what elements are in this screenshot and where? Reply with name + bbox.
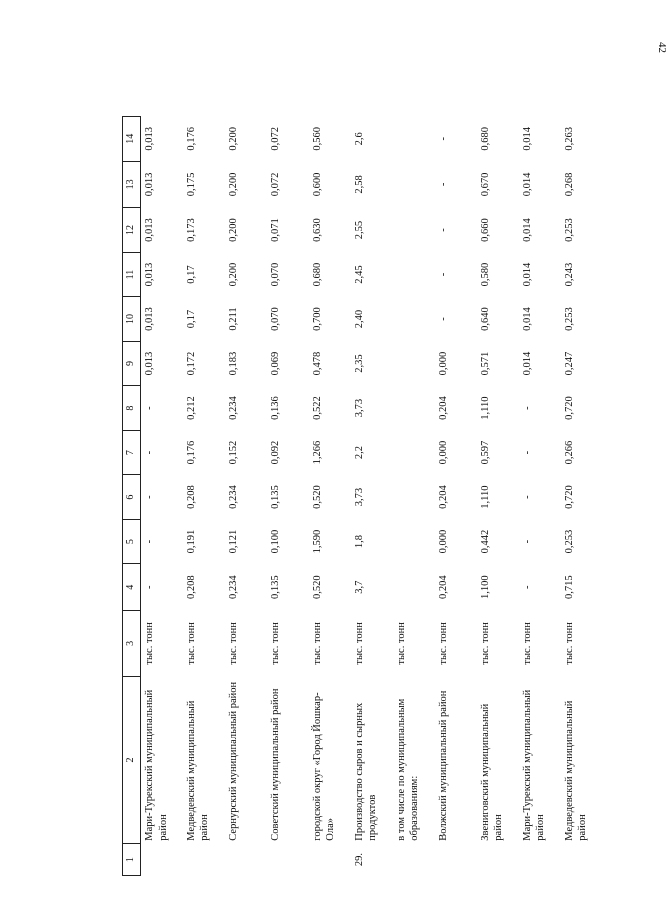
- value-cell: 0,204: [437, 485, 449, 509]
- row-number: [309, 844, 351, 876]
- value-cell: 0,172: [185, 351, 197, 376]
- value-cell: 0,013: [144, 307, 155, 331]
- value-cell: 0,200: [227, 262, 239, 287]
- value-cell: [393, 117, 435, 162]
- value-cell: 0,092: [269, 440, 281, 465]
- value-cell: 0,442: [479, 529, 491, 554]
- row-number: [267, 844, 309, 876]
- value-cell: 2,2: [353, 446, 365, 460]
- value-cell: 0,183: [227, 351, 239, 376]
- value-cell: -: [521, 539, 533, 544]
- value-cell: 0,208: [185, 575, 197, 599]
- row-number: [141, 844, 183, 876]
- table-row: [183, 117, 225, 876]
- row-unit: тыс. тонн: [521, 622, 533, 665]
- value-cell: 0,071: [269, 218, 281, 242]
- table-row: [141, 117, 183, 876]
- value-cell: [393, 252, 435, 297]
- value-cell: 0,204: [437, 396, 449, 420]
- column-header: 9: [123, 341, 141, 386]
- rotated-page-content: [122, 116, 589, 876]
- row-name: Мари-Турекский муниципальный район: [521, 689, 547, 841]
- row-number: [435, 844, 477, 876]
- value-cell: 0,100: [269, 529, 281, 554]
- value-cell: 0,630: [311, 218, 323, 242]
- value-cell: 1,266: [311, 440, 323, 465]
- value-cell: 0,266: [563, 440, 575, 465]
- value-cell: 0,013: [144, 172, 155, 197]
- row-number: [393, 844, 435, 876]
- value-cell: 0,014: [521, 351, 533, 376]
- row-number: [519, 844, 561, 876]
- table-row: [309, 117, 351, 876]
- value-cell: 0,013: [144, 351, 155, 376]
- value-cell: 1,110: [479, 485, 491, 509]
- row-unit: тыс. тонн: [269, 622, 281, 665]
- value-cell: -: [521, 585, 533, 589]
- value-cell: -: [144, 539, 155, 544]
- value-cell: 0,000: [437, 351, 449, 376]
- row-number: [561, 844, 603, 876]
- value-cell: 2,45: [353, 265, 365, 284]
- value-cell: 3,73: [353, 398, 365, 418]
- table-row: [267, 117, 309, 876]
- value-cell: 2,40: [353, 309, 365, 329]
- column-header: 2: [123, 676, 141, 843]
- row-unit: тыс. тонн: [144, 622, 155, 665]
- value-cell: 0,660: [479, 218, 491, 242]
- value-cell: [393, 564, 435, 611]
- value-cell: 0,070: [269, 262, 281, 287]
- value-cell: -: [437, 228, 449, 232]
- value-cell: -: [437, 182, 449, 187]
- value-cell: 0,670: [479, 172, 491, 197]
- value-cell: 0,597: [479, 440, 491, 465]
- value-cell: 0,000: [437, 529, 449, 554]
- column-header: 8: [123, 386, 141, 431]
- row-name: Звениговский муниципальный район: [479, 703, 505, 841]
- value-cell: 0,208: [185, 485, 197, 509]
- value-cell: 0,014: [521, 218, 533, 242]
- value-cell: -: [437, 317, 449, 321]
- column-header: 1: [123, 844, 141, 876]
- value-cell: 0,200: [227, 126, 239, 151]
- value-cell: 0,253: [563, 307, 575, 331]
- row-unit: тыс. тонн: [563, 622, 575, 665]
- value-cell: 0,200: [227, 218, 239, 242]
- value-cell: 0,234: [227, 396, 239, 420]
- value-cell: 0,720: [563, 396, 575, 420]
- row-name: Медведевский муниципальный район: [563, 700, 589, 841]
- value-cell: -: [521, 495, 533, 499]
- column-header: 14: [123, 117, 141, 162]
- column-header: 11: [123, 252, 141, 297]
- row-unit: тыс. тонн: [311, 622, 323, 665]
- column-header: 13: [123, 161, 141, 208]
- value-cell: 0,173: [185, 218, 197, 242]
- row-unit: тыс. тонн: [353, 622, 365, 665]
- value-cell: 0,136: [269, 396, 281, 420]
- value-cell: 0,680: [311, 262, 323, 287]
- column-header: 12: [123, 208, 141, 253]
- value-cell: 0,253: [563, 218, 575, 242]
- row-name: Медведевский муниципальный район: [185, 700, 211, 841]
- value-cell: 0,212: [185, 396, 197, 420]
- row-name: в том числе по муниципальным образованиям:: [395, 698, 421, 841]
- column-header: 10: [123, 297, 141, 342]
- value-cell: 0,135: [269, 575, 281, 599]
- value-cell: [393, 208, 435, 253]
- value-cell: 2,35: [353, 354, 365, 373]
- value-cell: -: [437, 137, 449, 141]
- value-cell: 1,590: [311, 529, 323, 554]
- value-cell: 0,720: [563, 485, 575, 509]
- table-row: [477, 117, 519, 876]
- value-cell: 0,234: [227, 485, 239, 509]
- value-cell: 0,013: [144, 218, 155, 242]
- value-cell: 0,263: [563, 126, 575, 151]
- value-cell: 0,580: [479, 262, 491, 287]
- value-cell: [393, 519, 435, 564]
- header-row: [123, 117, 141, 876]
- row-unit: тыс. тонн: [395, 622, 407, 665]
- value-cell: 0,640: [479, 307, 491, 331]
- value-cell: 0,478: [311, 351, 323, 376]
- row-name: Волжский муниципальный район: [437, 690, 449, 841]
- row-unit: тыс. тонн: [227, 622, 239, 665]
- value-cell: 0,17: [185, 309, 197, 329]
- row-name: Советский муниципальный район: [269, 688, 281, 841]
- value-cell: 0,013: [144, 126, 155, 151]
- value-cell: 0,121: [227, 529, 239, 554]
- value-cell: 0,522: [311, 396, 323, 420]
- column-header: 3: [123, 611, 141, 677]
- value-cell: 0,200: [227, 172, 239, 197]
- value-cell: [393, 297, 435, 342]
- column-header: 4: [123, 564, 141, 611]
- value-cell: -: [437, 272, 449, 277]
- value-cell: 0,560: [311, 126, 323, 151]
- value-cell: 0,176: [185, 126, 197, 151]
- value-cell: 1,110: [479, 396, 491, 420]
- row-name: Мари-Турекский муниципальный район: [144, 689, 169, 841]
- value-cell: 0,253: [563, 529, 575, 554]
- row-number: [225, 844, 267, 876]
- table-row: [225, 117, 267, 876]
- value-cell: 0,069: [269, 351, 281, 376]
- value-cell: 0,072: [269, 126, 281, 151]
- page-number: 42: [656, 42, 668, 53]
- value-cell: 0,072: [269, 172, 281, 197]
- value-cell: [393, 161, 435, 208]
- value-cell: 0,176: [185, 440, 197, 465]
- value-cell: -: [144, 585, 155, 589]
- value-cell: 0,152: [227, 440, 239, 465]
- value-cell: 0,600: [311, 172, 323, 197]
- row-number: 29.: [353, 853, 365, 867]
- value-cell: 0,014: [521, 262, 533, 287]
- production-table: [122, 116, 603, 876]
- value-cell: 0,014: [521, 126, 533, 151]
- value-cell: 3,7: [353, 580, 365, 594]
- value-cell: [393, 475, 435, 520]
- value-cell: [393, 386, 435, 431]
- value-cell: [393, 430, 435, 475]
- column-header: 5: [123, 519, 141, 564]
- row-name: Сернурский муниципальный район: [227, 681, 239, 841]
- value-cell: 1,100: [479, 575, 491, 599]
- value-cell: 0,234: [227, 575, 239, 599]
- row-name: городской округ «Город Йошкар-Ола»: [311, 692, 337, 841]
- row-unit: тыс. тонн: [437, 622, 449, 665]
- value-cell: -: [521, 406, 533, 410]
- value-cell: 2,55: [353, 220, 365, 240]
- row-name: Производство сыров и сырных продуктов: [353, 702, 379, 841]
- table-row: [393, 117, 435, 876]
- value-cell: 3,73: [353, 487, 365, 507]
- value-cell: -: [144, 406, 155, 410]
- value-cell: 0,571: [479, 351, 491, 376]
- table-row: [519, 117, 561, 876]
- value-cell: -: [144, 450, 155, 455]
- value-cell: 0,520: [311, 575, 323, 599]
- value-cell: [393, 341, 435, 386]
- value-cell: 0,715: [563, 575, 575, 599]
- value-cell: -: [521, 450, 533, 455]
- value-cell: 1,8: [353, 535, 365, 549]
- table-row: [435, 117, 477, 876]
- value-cell: 0,247: [563, 351, 575, 376]
- value-cell: 2,6: [353, 132, 365, 146]
- value-cell: 0,135: [269, 485, 281, 509]
- value-cell: 0,191: [185, 529, 197, 554]
- value-cell: 0,700: [311, 307, 323, 331]
- column-header: 7: [123, 430, 141, 475]
- value-cell: 0,014: [521, 307, 533, 331]
- value-cell: 0,17: [185, 265, 197, 284]
- value-cell: 0,204: [437, 575, 449, 599]
- value-cell: 2,58: [353, 175, 365, 194]
- row-unit: тыс. тонн: [479, 622, 491, 665]
- row-number: [183, 844, 225, 876]
- table-row: [561, 117, 603, 876]
- row-number: [477, 844, 519, 876]
- table-row: [351, 117, 393, 876]
- value-cell: 0,243: [563, 262, 575, 287]
- value-cell: 0,268: [563, 172, 575, 197]
- value-cell: 0,680: [479, 126, 491, 151]
- column-header: 6: [123, 475, 141, 520]
- value-cell: 0,013: [144, 262, 155, 287]
- value-cell: 0,175: [185, 172, 197, 197]
- value-cell: -: [144, 495, 155, 499]
- value-cell: 0,211: [227, 307, 239, 331]
- value-cell: 0,014: [521, 172, 533, 197]
- row-unit: тыс. тонн: [185, 622, 197, 665]
- value-cell: 0,000: [437, 440, 449, 465]
- value-cell: 0,070: [269, 307, 281, 331]
- value-cell: 0,520: [311, 485, 323, 509]
